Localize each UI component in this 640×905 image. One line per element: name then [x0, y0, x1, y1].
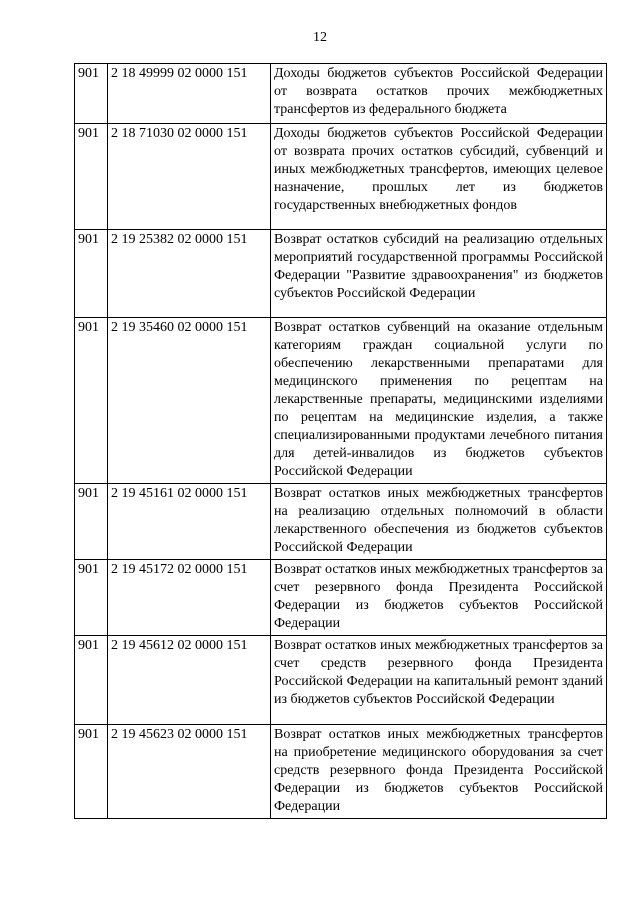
classification-code-cell: 2 19 25382 02 0000 151: [108, 230, 271, 318]
description-cell: Доходы бюджетов субъектов Российской Федерации от возврата остатков прочих межбюджетных трансфертов из федерального бюджета: [271, 64, 607, 124]
table-row: [75, 484, 607, 560]
description-cell: Возврат остатков субвенций на оказание отдельным категориям граждан социальной услуги по обеспечению лекарственными препаратами для медицинского применения по рецептам на лекарственные препараты, медицинскими изделиями по рецептам на медицинские изделия, а также специализированными продуктами лечебного питания для детей-инвалидов из бюджетов субъектов Российской Федерации: [271, 318, 607, 484]
table-row: [75, 725, 607, 819]
table-row: [75, 230, 607, 318]
classification-code-cell: 2 19 45612 02 0000 151: [108, 636, 271, 725]
admin-code-cell: 901: [75, 484, 108, 560]
admin-code-cell: 901: [75, 124, 108, 230]
admin-code-cell: 901: [75, 560, 108, 636]
classification-code-cell: 2 19 45172 02 0000 151: [108, 560, 271, 636]
table-row: [75, 124, 607, 230]
description-cell: Возврат остатков иных межбюджетных трансфертов за счет резервного фонда Президента Российской Федерации из бюджетов субъектов Российской Федерации: [271, 560, 607, 636]
table-row: [75, 318, 607, 484]
page-number: 12: [313, 30, 327, 45]
table-row: [75, 636, 607, 725]
table-row: [75, 64, 607, 124]
description-cell: Возврат остатков иных межбюджетных трансфертов за счет средств резервного фонда Президента Российской Федерации на капитальный ремонт зданий из бюджетов субъектов Российской Федерации: [271, 636, 607, 725]
admin-code-cell: 901: [75, 230, 108, 318]
budget-classification-table: [74, 63, 607, 819]
description-cell: Возврат остатков иных межбюджетных трансфертов на реализацию отдельных полномочий в области лекарственного обеспечения из бюджетов субъектов Российской Федерации: [271, 484, 607, 560]
classification-code-cell: 2 19 45161 02 0000 151: [108, 484, 271, 560]
classification-code-cell: 2 19 35460 02 0000 151: [108, 318, 271, 484]
admin-code-cell: 901: [75, 636, 108, 725]
admin-code-cell: 901: [75, 64, 108, 124]
admin-code-cell: 901: [75, 725, 108, 819]
description-cell: Доходы бюджетов субъектов Российской Федерации от возврата прочих остатков субсидий, субвенций и иных межбюджетных трансфертов, имеющих целевое назначение, прошлых лет из бюджетов государственных внебюджетных фондов: [271, 124, 607, 230]
admin-code-cell: 901: [75, 318, 108, 484]
classification-code-cell: 2 18 49999 02 0000 151: [108, 64, 271, 124]
classification-code-cell: 2 19 45623 02 0000 151: [108, 725, 271, 819]
table-row: [75, 560, 607, 636]
description-cell: Возврат остатков субсидий на реализацию отдельных мероприятий государственной программы Российской Федерации "Развитие здравоохранения" из бюджетов субъектов Российской Федерации: [271, 230, 607, 318]
description-cell: Возврат остатков иных межбюджетных трансфертов на приобретение медицинского оборудования за счет средств резервного фонда Президента Российской Федерации из бюджетов субъектов Российской Федерации: [271, 725, 607, 819]
classification-code-cell: 2 18 71030 02 0000 151: [108, 124, 271, 230]
